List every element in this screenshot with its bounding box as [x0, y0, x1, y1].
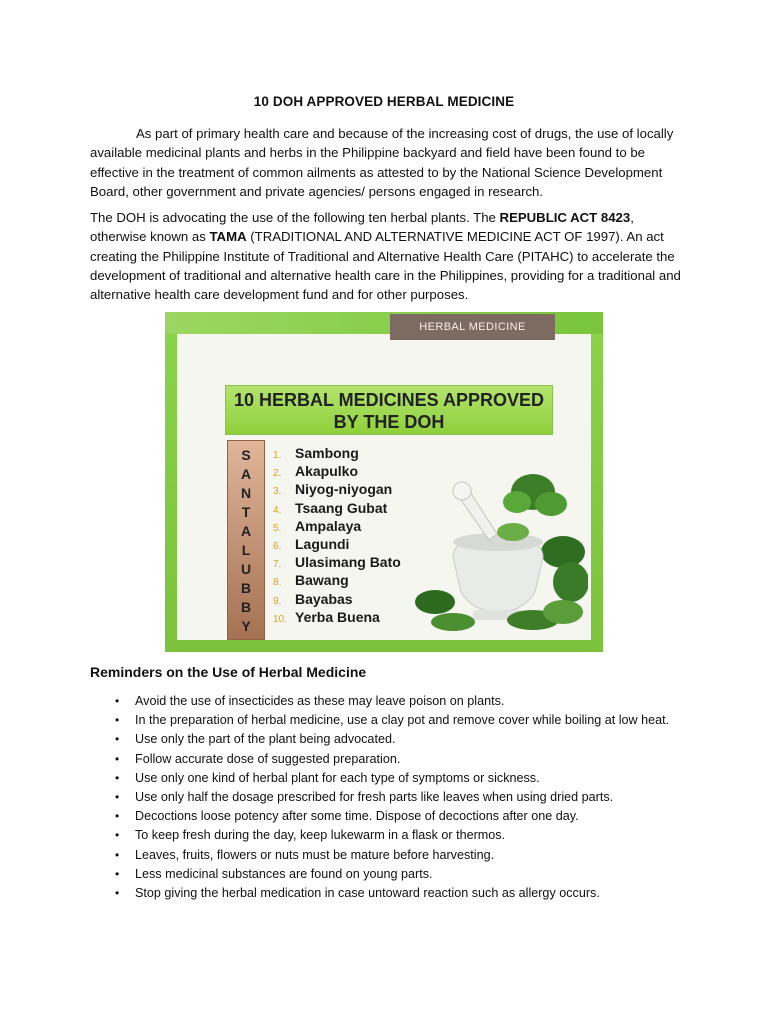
reminder-text: Decoctions loose potency after some time. Dispose of decoctions after one day. [135, 809, 579, 824]
herb-list [273, 445, 401, 627]
herb-number: 9. [273, 595, 282, 607]
santalubby-acronym [227, 440, 265, 640]
herb-number: 10. [273, 613, 287, 625]
slide-badge: HERBAL MEDICINE [390, 314, 555, 340]
reminder-text: Stop giving the herbal medication in case untoward reaction such as allergy occurs. [135, 886, 600, 901]
herb-number: 5. [273, 522, 282, 534]
reminder-item [112, 826, 672, 845]
acronym-letter: U [240, 560, 252, 577]
advocacy-text-part: (TRADITIONAL AND ALTERNATIVE MEDICINE ACT OF 1997). An act creating the Philippine Institute of Traditional and Alternative Health Care (PITAHC) to accelerate the development of traditional and alternative health care in the Philippines, providing for a traditional and alternative health care development fund and for other purposes. [90, 229, 681, 303]
herb-number: 8. [273, 577, 282, 589]
reminders-list [112, 692, 672, 903]
advocacy-paragraph [90, 208, 690, 304]
herb-number: 7. [273, 559, 282, 571]
advocacy-text-part: The DOH is advocating the use of the following ten herbal plants. The [90, 210, 500, 225]
slide-heading-line1: 10 HERBAL MEDICINES APPROVED [233, 390, 545, 410]
acronym-letter: L [241, 541, 251, 558]
advocacy-text [90, 208, 690, 304]
acronym-letter: S [241, 446, 251, 463]
reminder-text: Follow accurate dose of suggested preparation. [135, 751, 401, 766]
reminder-text: Use only half the dosage prescribed for fresh parts like leaves when using dried parts. [135, 790, 614, 805]
bullet-icon: • [115, 713, 120, 728]
herb-list-item [273, 500, 401, 518]
herb-list-item [273, 518, 401, 536]
herb-list-item [273, 463, 401, 481]
herb-name: Akapulko [295, 463, 359, 480]
acronym-letter: T [241, 503, 251, 520]
acronym-letter: A [240, 465, 252, 482]
reminder-item [112, 730, 672, 749]
tama-label: TAMA [209, 229, 247, 245]
bullet-icon: • [115, 694, 120, 708]
herb-list-item [273, 554, 401, 572]
pestle [453, 482, 497, 540]
bullet-icon: • [115, 770, 120, 785]
advocacy-text-part: , otherwise known as [90, 210, 634, 245]
bullet-icon: • [115, 847, 120, 862]
herb-number: 4. [273, 504, 282, 516]
herb-list-item [273, 572, 401, 590]
reminder-item [112, 788, 672, 807]
acronym-letter: B [240, 598, 252, 615]
reminder-text: Use only one kind of herbal plant for each type of symptoms or sickness. [135, 770, 540, 785]
herb-number: 6. [273, 540, 282, 552]
reminder-item [112, 884, 672, 903]
slide-heading [225, 385, 553, 435]
reminder-item [112, 865, 672, 884]
herb-name: Ampalaya [295, 517, 362, 534]
acronym-letter: N [240, 484, 252, 501]
herb-list-item [273, 481, 401, 499]
intro-text: As part of primary health care and because of the increasing cost of drugs, the use of locally available medicinal plants and herbs in the Philippine backyard and field have been found to be effective in the treatment of common ailments as attested to by the National Science Development Board, other government and private agencies/ persons engaged in research. [90, 126, 674, 199]
bullet-icon: • [115, 732, 120, 747]
bullet-icon: • [115, 751, 120, 766]
herb-list-item [273, 609, 401, 627]
acronym-letter: Y [241, 617, 251, 634]
reminder-item [112, 769, 672, 788]
republic-act-label: REPUBLIC ACT 8423 [499, 210, 631, 225]
herb-number: 3. [273, 486, 282, 498]
reminder-text: Use only the part of the plant being advocated. [135, 732, 396, 747]
herb-name: Sambong [295, 445, 359, 461]
herb-list-item [273, 536, 401, 554]
acronym-letter: A [240, 522, 252, 539]
reminder-item [112, 692, 672, 711]
reminder-item [112, 807, 672, 826]
bullet-icon: • [115, 886, 120, 901]
herb-name: Lagundi [295, 535, 350, 552]
herb-name: Ulasimang Bato [295, 554, 401, 571]
bullet-icon: • [115, 828, 120, 843]
herb-list-item [273, 445, 401, 463]
reminders-title: Reminders on the Use of Herbal Medicine [90, 664, 367, 680]
bullet-icon: • [115, 809, 120, 824]
reminder-item [112, 750, 672, 769]
mortar-and-herbs-illustration [413, 462, 588, 632]
reminder-item [112, 846, 672, 865]
mortar-bowl [453, 533, 543, 620]
herb-name: Bawang [295, 572, 349, 589]
reminder-text: Leaves, fruits, flowers or nuts must be mature before harvesting. [135, 847, 495, 862]
reminder-item [112, 711, 672, 730]
intro-paragraph [90, 124, 690, 201]
herb-name: Bayabas [295, 590, 353, 607]
herbal-medicine-slide [165, 312, 603, 652]
slide-panel [177, 334, 591, 640]
reminder-text: Less medicinal substances are found on young parts. [135, 866, 433, 881]
herb-name: Yerba Buena [295, 608, 380, 625]
slide-heading-line2: BY THE DOH [333, 412, 445, 432]
bullet-icon: • [115, 866, 120, 881]
bullet-icon: • [115, 790, 120, 805]
herb-name: Tsaang Gubat [295, 499, 388, 516]
document-title: 10 DOH APPROVED HERBAL MEDICINE [253, 94, 515, 109]
herb-list-item [273, 591, 401, 609]
herb-number: 2. [273, 468, 282, 480]
reminder-text: Avoid the use of insecticides as these may leave poison on plants. [135, 694, 505, 708]
herb-number: 1. [273, 450, 282, 461]
acronym-letter: B [240, 579, 252, 596]
reminder-text: To keep fresh during the day, keep lukewarm in a flask or thermos. [135, 828, 506, 843]
reminder-text: In the preparation of herbal medicine, use a clay pot and remove cover while boiling at low heat. [135, 713, 670, 728]
herb-name: Niyog-niyogan [295, 481, 393, 498]
